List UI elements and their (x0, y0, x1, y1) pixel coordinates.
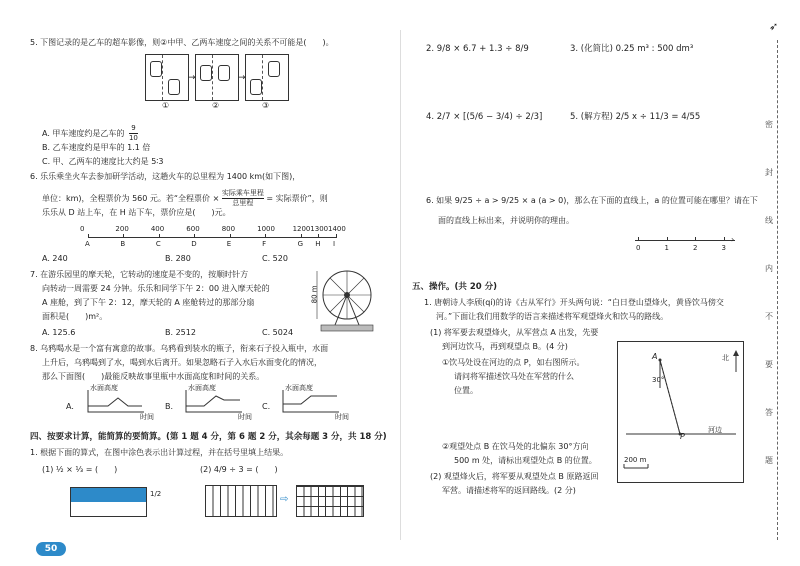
station-label: A (85, 240, 90, 248)
margin-char: 要 (765, 360, 773, 369)
number-line-label: 1 (664, 244, 669, 252)
graph-b-ylabel: 水面高度 (188, 384, 216, 392)
q6-line-1: 6. 乐乐乘坐火车去参加研学活动，这趟火车的总里程为 1400 km(如下图)， (30, 172, 301, 181)
number-line-tick (724, 237, 725, 241)
fraction-rectangle-2 (205, 485, 277, 517)
north-label: 北 (722, 354, 729, 362)
q5-stem: 5. 下图记录的是乙车的超车影像，则②中甲、乙两车速度之间的关系不可能是( )。 (30, 38, 334, 47)
distance-tick (301, 234, 302, 238)
graph-a-ylabel: 水面高度 (90, 384, 118, 392)
station-label: C (155, 240, 161, 248)
graph-a (86, 390, 146, 416)
margin-char: 不 (765, 312, 773, 321)
q8-option-a: A. (66, 402, 74, 411)
margin-char: 内 (765, 264, 773, 273)
distance-tick (123, 234, 124, 238)
margin-char: 密 (765, 120, 773, 129)
q7-option-c: C. 5024 (262, 328, 294, 337)
q5-option-b: B. 乙车速度约是甲车的 1.1 倍 (42, 143, 151, 152)
q7-line-2: 向转动一周需要 24 分钟。乐乐和同学下午 2：00 进入摩天轮的 (42, 284, 270, 293)
graph-c (281, 390, 341, 416)
car-figure-1 (145, 54, 189, 101)
q6-option-c: C. 520 (262, 254, 288, 263)
distance-tick-label: 200 (115, 225, 129, 233)
arrow-icon: → (238, 73, 246, 83)
graph-c-xlabel: 时间 (335, 413, 349, 421)
q7-line-4: 面积是( )m²。 (42, 312, 108, 321)
point-a-label: A (652, 352, 658, 361)
wheel-height-label: 80 m (310, 285, 319, 304)
number-line-tick (638, 237, 639, 241)
margin-char: 线 (765, 216, 773, 225)
arrow-right-icon: ⇨ (280, 494, 289, 505)
margin-char: 题 (765, 456, 773, 465)
margin-char: 答 (765, 408, 773, 417)
graph-b (184, 390, 244, 416)
distance-tick-label: 1400 (328, 225, 346, 233)
station-label: I (333, 240, 336, 248)
expr-1: (1) ½ × ⅓ = ( ) (42, 465, 118, 474)
margin-char: 封 (765, 168, 773, 177)
calc-q2: 2. 9/8 × 6.7 + 1.3 ÷ 8/9 (426, 44, 529, 54)
calc-q5: 5. (解方程) 2/5 x ÷ 11/3 = 4/55 (570, 112, 701, 122)
fig-label-1: ① (162, 101, 170, 110)
q6-option-a: A. 240 (42, 254, 68, 263)
number-line-label: 2 (693, 244, 698, 252)
calc-q4: 4. 2/7 × [(5/6 − 3/4) ÷ 2/3] (426, 112, 543, 122)
section-4-title: 四、按要求计算，能简算的要简算。(第 1 题 4 分，第 6 题 2 分，其余每题 3 分，共 18 分) (30, 432, 387, 442)
map-frame (617, 341, 744, 483)
fraction-rectangle-1 (70, 487, 147, 517)
station-label: D (191, 240, 197, 248)
graph-a-xlabel: 时间 (140, 413, 154, 421)
binding-margin (757, 0, 800, 566)
s5-sub2-2: 军营。请描述将军的返回路线。(2 分) (442, 486, 576, 495)
q5-option-a: A. 甲车速度约是乙车的 $\frac{9}{10}$ (42, 124, 138, 142)
q7-option-b: B. 2512 (165, 328, 196, 337)
graph-b-xlabel: 时间 (238, 413, 252, 421)
q7-line-3: A 座舱，到了下午 2：12，摩天轮的 A 座舱转过的那部分扇 (42, 298, 255, 307)
station-label: F (262, 240, 267, 248)
car-figure-2 (195, 54, 239, 101)
q7-line-1: 7. 在游乐园里的摩天轮，它转动的速度是不变的，按顺时针方 (30, 270, 249, 279)
station-label: B (120, 240, 126, 248)
ferris-wheel-image (315, 265, 375, 335)
station-label: H (315, 240, 321, 248)
river-label: 河边 (708, 426, 722, 434)
distance-tick-label: 400 (150, 225, 165, 233)
s5-sub2-1: (2) 观望烽火后，将军要从观望处点 B 原路返回 (430, 472, 599, 481)
number-line-tick (667, 237, 668, 241)
distance-tick (265, 234, 266, 238)
q5-option-c: C. 甲、乙两车的速度比大约是 5∶3 (42, 157, 164, 166)
station-label: E (226, 240, 232, 248)
half-label: 1/2 (150, 490, 162, 498)
distance-tick (88, 234, 89, 238)
q8-line-1: 8. 乌鸦喝水是一个富有寓意的故事。乌鸦看到装水的瓶子，衔来石子投入瓶中，水面 (30, 344, 329, 353)
s5-sub1a-1: ①饮马处设在河边的点 P，如右图所示。 (442, 358, 585, 367)
distance-tick (336, 234, 337, 238)
q6-line-3: 乐乐从 D 站上车，在 H 站下车，票价应是( )元。 (42, 208, 231, 217)
q8-line-2: 上升后，乌鸦喝到了水，喝到水后离开。如果忽略石子入水后水面变化的情况， (42, 358, 322, 367)
q6-option-b: B. 280 (165, 254, 191, 263)
s5-sub1-2: 到河边饮马，再到观望点 B。(4 分) (442, 342, 568, 351)
number-line-label: 0 (636, 244, 641, 252)
station-label: G (297, 240, 303, 248)
graph-c-ylabel: 水面高度 (285, 384, 313, 392)
q7-option-a: A. 125.6 (42, 328, 76, 337)
number-line-tick (695, 237, 696, 241)
q8-line-3: 那么下面图( )最能反映故事里瓶中水面高度和时间的关系。 (42, 372, 265, 381)
q8-option-c: C. (262, 402, 271, 411)
s5-intro-2: 河。”下面让我们用数学的语言来描述将军观望烽火和饮马的路线。 (436, 312, 669, 321)
s5-sub1-1: (1) 将军要去观望烽火，从军营点 A 出发，先要 (430, 328, 599, 337)
distance-tick (194, 234, 195, 238)
distance-tick-label: 1300 (310, 225, 329, 233)
point-p-label: P (680, 432, 685, 441)
distance-tick-label: 0 (80, 225, 85, 233)
fig-label-2: ② (212, 101, 220, 110)
page-divider (400, 30, 401, 540)
s5-intro-1: 1. 唐朝诗人李颀(qí)的诗《古从军行》开头两句说：“白日登山望烽火，黄昏饮马傍交 (424, 298, 724, 307)
section-5-title: 五、操作。(共 20 分) (412, 282, 498, 292)
s5-sub1a-3: 位置。 (454, 386, 478, 395)
s5-sub1a-2: 请问将军描述饮马处在军营的什么 (454, 372, 574, 381)
s5-sub1b-1: ②观望处点 B 在饮马处的北偏东 30°方向 (442, 442, 589, 451)
distance-tick-label: 1200 (292, 225, 311, 233)
section-4-q1: 1. 根据下面的算式，在图中涂色表示出计算过程，并在括号里填上结果。 (30, 448, 289, 457)
distance-tick-label: 600 (186, 225, 200, 233)
angle-label: 30° (652, 376, 665, 384)
right-q6-line-1: 6. 如果 9/25 ÷ a > 9/25 × a (a > 0)，那么在下面的直线上，a 的位置可能在哪里？请在下 (426, 196, 758, 205)
page-number: 50 (36, 542, 66, 556)
fraction-rectangle-3 (296, 485, 364, 517)
rocket-icon: ➶ (769, 20, 779, 33)
number-line-label: 3 (721, 244, 726, 252)
q6-line-2: 单位：km)，全程票价为 560 元。若“全程票价 × 实际乘车里程 总里程 = 实际票价”，则 (42, 189, 328, 207)
distance-tick-label: 1000 (257, 225, 275, 233)
right-q6-line-2: 面的直线上标出来，并说明你的理由。 (438, 216, 574, 225)
distance-tick (230, 234, 231, 238)
distance-tick (159, 234, 160, 238)
distance-tick-label: 800 (221, 225, 236, 233)
arrow-icon: → (188, 73, 196, 83)
s5-sub1b-2: 500 m 处，请标出观望处点 B 的位置。 (454, 456, 597, 465)
expr-2: (2) 4/9 ÷ 3 = ( ) (200, 465, 278, 474)
q8-option-b: B. (165, 402, 174, 411)
calc-q3: 3. (化简比) 0.25 m³ : 500 dm³ (570, 44, 694, 54)
distance-tick (318, 234, 319, 238)
fig-label-3: ③ (262, 101, 270, 110)
scale-label: 200 m (624, 456, 647, 464)
car-figure-3 (245, 54, 289, 101)
